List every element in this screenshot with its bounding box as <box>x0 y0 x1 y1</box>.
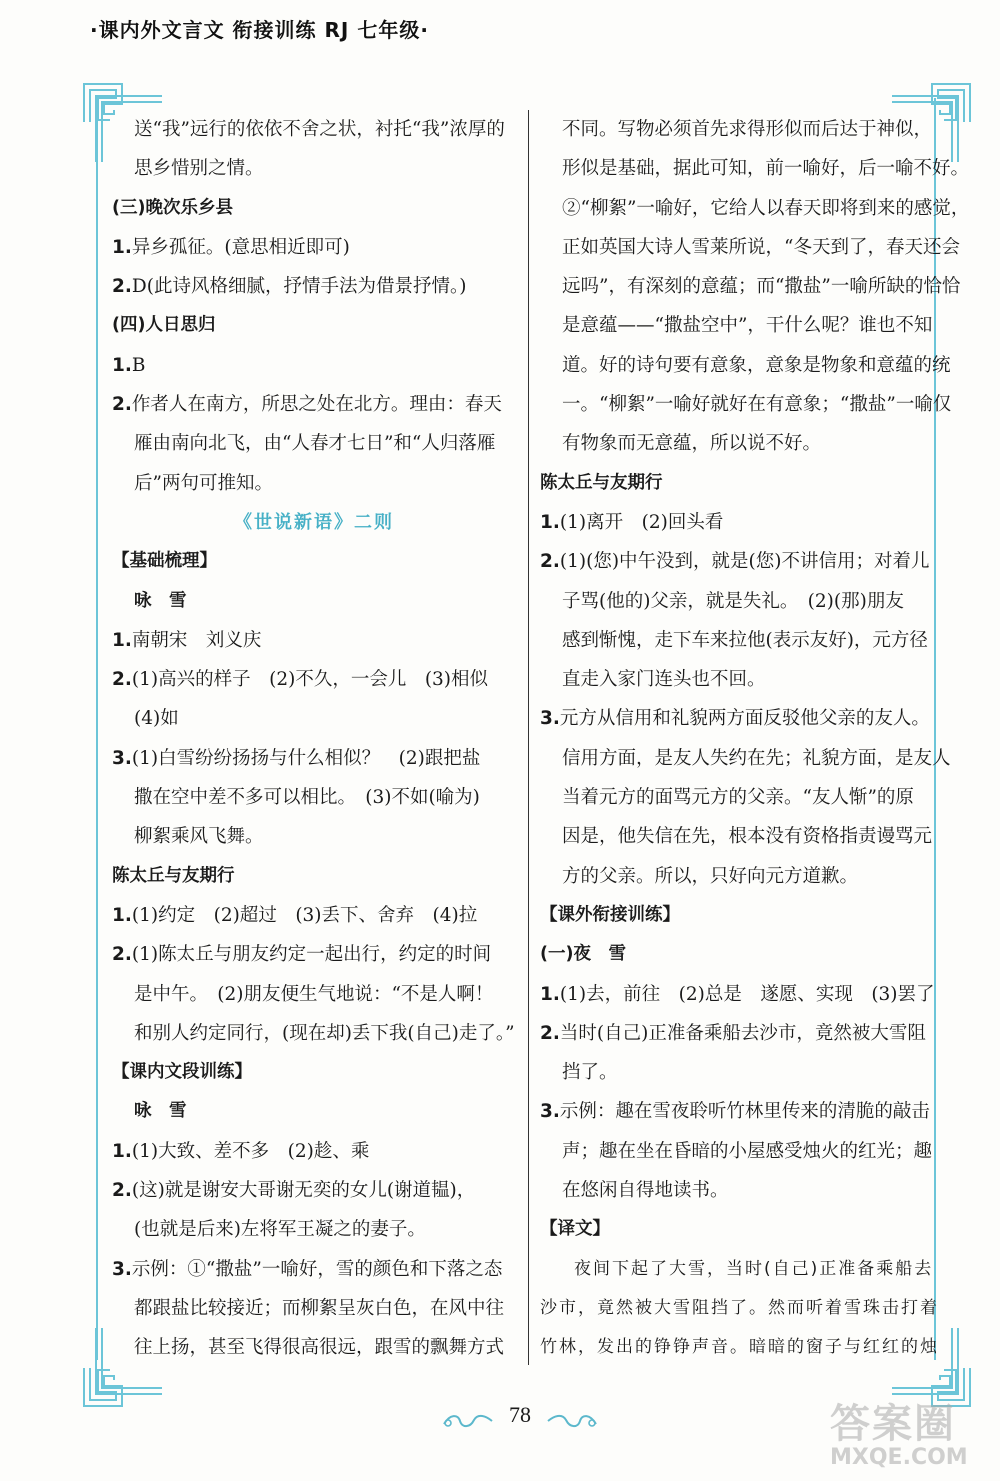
line-text: 有物象而无意蕴，所以说不好。 <box>562 433 822 455</box>
item-number: 1. <box>112 1140 132 1162</box>
left-line <box>112 935 516 974</box>
right-line <box>540 306 944 345</box>
watermark-url: MXQE.COM <box>830 1445 968 1470</box>
line-text: (1)白雪纷纷扬扬与什么相似？ (2)跟把盐 <box>131 747 481 769</box>
line-text: (1)(您)中午没到，就是(您)不讲信用；对着儿 <box>559 551 930 573</box>
right-line <box>540 1092 944 1131</box>
item-number: 2. <box>112 1180 132 1202</box>
line-text: (4)如 <box>134 708 179 730</box>
item-number: 1. <box>540 983 560 1005</box>
line-text: 咏 雪 <box>134 590 187 611</box>
line-text: 沙市，竟然被大雪阻挡了。然而听着雪珠击打着 <box>540 1297 939 1318</box>
left-line <box>112 817 516 856</box>
line-text: D(此诗风格细腻，抒情手法为借景抒情。) <box>131 276 467 298</box>
right-line <box>540 385 952 424</box>
left-line <box>112 896 516 935</box>
line-text: 因是，他失信在先，根本没有资格指责谩骂元 <box>562 826 933 848</box>
line-text: 信用方面，是友人失约在先；礼貌方面，是友人 <box>562 747 951 769</box>
left-line <box>112 346 516 385</box>
right-line <box>540 1210 944 1249</box>
line-text: (1)离开 (2)回头看 <box>559 511 724 533</box>
line-text: 【译文】 <box>540 1219 610 1240</box>
left-line <box>112 660 516 699</box>
right-line <box>540 1328 944 1367</box>
left-line <box>112 739 516 778</box>
line-text: 元方从信用和礼貌两方面反驳他父亲的友人。 <box>559 708 930 730</box>
line-text: 是中午。 (2)朋友便生气地说：“不是人啊！ <box>134 983 494 1005</box>
left-line <box>112 110 516 149</box>
item-number: 2. <box>112 669 132 691</box>
right-line <box>540 1171 944 1210</box>
line-text: 道。好的诗句要有意象，意象是物象和意蕴的统 <box>562 354 951 376</box>
right-line <box>540 699 944 738</box>
scroll-ornament-icon <box>544 1410 600 1432</box>
line-text: 夜间下起了大雪，当时(自己)正准备乘船去 <box>574 1258 934 1279</box>
line-text: 当着元方的面骂元方的父亲。“友人惭”的原 <box>562 787 914 809</box>
line-text: 柳絮乘风飞舞。 <box>134 826 264 848</box>
column-divider <box>528 110 529 1365</box>
right-line <box>540 739 951 778</box>
left-line <box>112 582 516 621</box>
left-line <box>112 857 516 896</box>
left-line <box>112 1132 516 1171</box>
left-line <box>112 267 516 306</box>
left-line <box>112 424 516 463</box>
left-line <box>112 464 516 503</box>
line-text: B <box>131 354 146 376</box>
right-line <box>540 975 944 1014</box>
line-text: 【课内文段训练】 <box>112 1062 252 1083</box>
left-line <box>112 1171 516 1210</box>
right-line <box>540 346 951 385</box>
line-text: 一。“柳絮”一喻好就好在有意象；“撒盐”一喻仅 <box>562 394 952 416</box>
right-line <box>540 228 960 267</box>
left-line <box>112 385 516 424</box>
line-text: (1)约定 (2)超过 (3)丢下、舍弃 (4)拉 <box>131 904 478 926</box>
item-number: 2. <box>112 276 132 298</box>
left-line <box>112 1053 516 1092</box>
right-line <box>540 464 944 503</box>
line-text: 撒在空中差不多可以相比。 (3)不如(喻为) <box>134 787 480 809</box>
watermark-logo-text: 答案圈 <box>830 1401 956 1447</box>
line-text: 示例：①“撒盐”一喻好，雪的颜色和下落之态 <box>131 1258 503 1280</box>
right-line <box>540 660 944 699</box>
right-line <box>540 149 970 188</box>
line-text: 【课外衔接训练】 <box>540 904 680 925</box>
right-line <box>540 778 944 817</box>
item-number: 3. <box>112 1258 132 1280</box>
line-text: (三)晚次乐乡县 <box>112 197 233 218</box>
right-line <box>540 503 944 542</box>
left-line <box>112 542 516 581</box>
line-text: 子骂(他的)父亲，就是失礼。 (2)(那)朋友 <box>562 590 904 612</box>
right-line <box>540 582 944 621</box>
running-header: ·课内外文言文 衔接训练 RJ 七年级· <box>90 18 429 42</box>
line-text: (这)就是谢安大哥谢无奕的女儿(谢道韫)， <box>131 1180 476 1202</box>
line-text: 直走入家门连头也不回。 <box>562 669 766 691</box>
right-line <box>540 189 970 228</box>
line-text: (1)大致、差不多 (2)趁、乘 <box>131 1140 370 1162</box>
item-number: 1. <box>112 236 132 258</box>
line-text: ②“柳絮”一喻好，它给人以春天即将到来的感觉， <box>562 197 970 219</box>
line-text: (四)人日思归 <box>112 315 216 336</box>
item-number: 2. <box>540 1022 560 1044</box>
left-line <box>112 621 516 660</box>
right-line <box>540 935 944 974</box>
line-text: (也就是后来)左将军王凝之的妻子。 <box>134 1219 426 1241</box>
item-number: 3. <box>112 747 132 769</box>
line-text: 竹林，发出的铮铮声音。暗暗的窗子与红红的烛 <box>540 1337 939 1358</box>
line-text: (一)夜 雪 <box>540 944 626 965</box>
line-text: 南朝宋 刘义庆 <box>131 629 262 651</box>
line-text: (1)陈太丘与朋友约定一起出行，约定的时间 <box>131 944 492 966</box>
item-number: 2. <box>112 394 132 416</box>
line-text: 当时(自己)正准备乘船去沙市，竟然被大雪阻 <box>559 1022 926 1044</box>
line-text: 是意蕴——“撒盐空中”，干什么呢？谁也不知 <box>562 315 933 337</box>
item-number: 1. <box>540 511 560 533</box>
line-text: 后”两句可推知。 <box>134 472 273 494</box>
left-line <box>112 975 516 1014</box>
item-number: 3. <box>540 1101 560 1123</box>
right-line <box>540 424 944 463</box>
right-line <box>540 110 944 149</box>
left-line <box>112 228 516 267</box>
line-text: 【基础梳理】 <box>112 551 217 572</box>
line-text: 示例：趣在雪夜聆听竹林里传来的清脆的敲击 <box>559 1101 930 1123</box>
left-line <box>112 1210 516 1249</box>
left-line <box>112 699 516 738</box>
line-text: 思乡惜别之情。 <box>134 158 264 180</box>
line-text: 正如英国大诗人雪莱所说，“冬天到了，春天还会 <box>562 236 960 258</box>
left-line <box>112 778 516 817</box>
page-number: 78 <box>509 1402 531 1427</box>
site-watermark <box>830 1392 1000 1481</box>
item-number: 1. <box>112 629 132 651</box>
line-text: 咏 雪 <box>134 1101 187 1122</box>
right-line <box>540 896 944 935</box>
item-number: 1. <box>112 904 132 926</box>
left-line <box>112 189 516 228</box>
line-text: 在悠闲自得地读书。 <box>562 1180 729 1202</box>
left-line <box>112 306 516 345</box>
line-text: 方的父亲。所以，只好向元方道歉。 <box>562 865 859 887</box>
left-line <box>112 1289 516 1328</box>
right-line <box>540 267 961 306</box>
right-line <box>540 1053 944 1092</box>
line-text: 陈太丘与友期行 <box>112 865 235 886</box>
left-column <box>112 110 516 1368</box>
item-number: 3. <box>540 708 560 730</box>
line-text: 异乡孤征。(意思相近即可) <box>131 236 350 258</box>
line-text: 《世说新语》二则 <box>234 511 394 533</box>
line-text: (1)去，前往 (2)总是 遂愿、实现 (3)罢了 <box>559 983 935 1005</box>
right-line <box>540 817 944 856</box>
right-line <box>540 857 944 896</box>
line-text: 和别人约定同行，(现在却)丢下我(自己)走了。” <box>134 1022 515 1044</box>
right-line <box>540 621 944 660</box>
right-line <box>540 1014 944 1053</box>
item-number: 2. <box>540 551 560 573</box>
right-line <box>540 1132 944 1171</box>
page-footer <box>440 1400 600 1440</box>
line-text: 感到惭愧，走下车来拉他(表示友好)，元方径 <box>562 629 928 651</box>
line-text: 声；趣在坐在昏暗的小屋感受烛火的红光；趣 <box>562 1140 933 1162</box>
line-text: 作者人在南方，所思之处在北方。理由：春天 <box>131 394 502 416</box>
left-line <box>112 1328 516 1367</box>
left-line <box>112 149 516 188</box>
right-line <box>540 542 944 581</box>
line-text: 远吗”，有深刻的意蕴；而“撒盐”一喻所缺的恰恰 <box>562 276 961 298</box>
left-line <box>112 1092 516 1131</box>
item-number: 1. <box>112 354 132 376</box>
left-line <box>112 503 516 542</box>
line-text: 形似是基础，据此可知，前一喻好，后一喻不好。 <box>562 158 970 180</box>
right-line <box>540 1289 944 1328</box>
line-text: 挡了。 <box>562 1062 618 1084</box>
line-text: 往上扬，甚至飞得很高很远，跟雪的飘舞方式 <box>134 1337 505 1359</box>
right-column <box>540 110 970 1368</box>
right-line <box>540 1250 944 1289</box>
left-line <box>112 1250 516 1289</box>
line-text: 不同。写物必须首先求得形似而后达于神似， <box>562 119 933 140</box>
left-line <box>112 1014 516 1053</box>
line-text: (1)高兴的样子 (2)不久，一会儿 (3)相似 <box>131 669 489 691</box>
line-text: 陈太丘与友期行 <box>540 472 663 493</box>
line-text: 雁由南向北飞，由“人春才七日”和“人归落雁 <box>134 433 496 455</box>
line-text: 都跟盐比较接近；而柳絮呈灰白色，在风中往 <box>134 1297 505 1319</box>
item-number: 2. <box>112 944 132 966</box>
line-text: 送“我”远行的依依不舍之状，衬托“我”浓厚的 <box>134 119 505 140</box>
